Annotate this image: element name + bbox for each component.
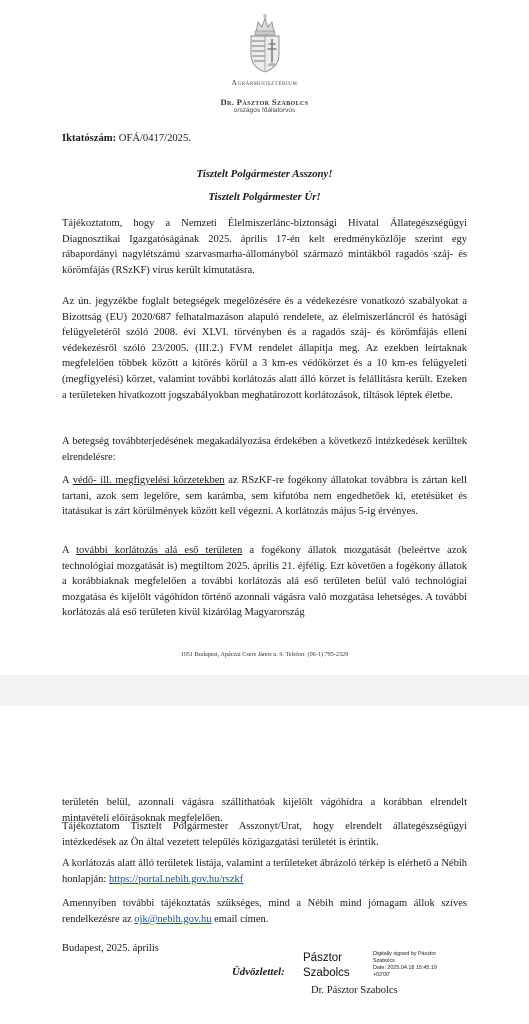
closing-date: Budapest, 2025. április bbox=[62, 943, 159, 954]
paragraph-continuation: területén belül, azonnali vágásra szállíthatóak kijelölt vágóhídra a korábban elrendelt mintavételi előírásoknak megfelelően. bbox=[62, 797, 467, 824]
paragraph-measures-intro: A betegség továbbterjedésének megakadályozása érdekében a következő intézkedések kerültek elrendelésre: bbox=[62, 436, 467, 463]
paragraph-mayor-notice: Tájékoztatom Tisztelt Polgármester Asszonyt/Urat, hogy elrendelt állategészségügyi intézkedések az Ön által vezetett település közigazgatási területét is érintik. bbox=[62, 821, 467, 848]
p5-text: a fogékony állatok mozgatását (beleértve azok technológiai mozgatását is) megtiltom 2025. április 21. éjfélig. Ezt követően a fogékony állatok a korábbiaknak megfelelően a további korlátozás alá eső területen belül való technológiai mozgatása és kijelölt vágóhídon történő azonnali vágásra való mozgatása lehetséges. A további korlátozás alá eső területen kívül kizárólag Magyarország bbox=[62, 545, 467, 619]
paragraph-further-restriction bbox=[62, 543, 467, 621]
digital-signature-line2: Szabolcs bbox=[373, 958, 395, 964]
p9-end: email címen. bbox=[211, 913, 269, 925]
p8-text: A korlátozás alatt álló területek listája, valamint a területeket ábrázoló térkép is elérhető a Nébih honlapján: bbox=[62, 858, 467, 885]
further-restriction-term: további korlátozás alá eső területen bbox=[76, 545, 243, 556]
p4-text: az RSzKF-re fogékony állatokat továbbra is zártan kell tartani, azok sem legelőre, sem karámba, sem kifutóba nem engedhetőek ki, etetésüket és itatásukat is zárt körülmények között kell végezni. A korlátozás május 5-ig érvényes. bbox=[62, 475, 467, 518]
signature-name-line1: Pásztor bbox=[303, 952, 342, 964]
nebih-rszkf-link[interactable]: https://portal.nebih.gov.hu/rszkf bbox=[108, 873, 244, 885]
hungarian-coat-of-arms-icon bbox=[244, 12, 286, 74]
footer-address: 1051 Budapest, Apáczai Csere János u. 9. Telefon: (06-1) 795-2329 bbox=[180, 651, 349, 658]
closing-greeting: Üdvözlettel: bbox=[232, 966, 285, 978]
p9-text: Amennyiben további tájékoztatás szükséges, mind a Nébih mind jómagam állok szíves rendelkezésre az bbox=[62, 898, 467, 925]
official-title: országos főállatorvos bbox=[233, 107, 296, 114]
p4-prefix: A bbox=[62, 475, 73, 486]
paragraph-detection: Tájékoztatom, hogy a Nemzeti Élelmiszerlánc-biztonsági Hivatal Állategészségügyi Diagnosztikai Igazgatóságának 2025. április 17-én kelt eredményközlője szerint egy rábapordányi nagylétszámú szarvasmarha-állományból származó mintákból ragadós száj- és körömfájás (RSzKF) vírus került kimutatásra. bbox=[62, 218, 467, 276]
salutation-first: Tisztelt Polgármester Asszony! bbox=[196, 168, 333, 180]
salutation-second: Tisztelt Polgármester Úr! bbox=[208, 191, 321, 203]
paragraph-protection-zones bbox=[62, 473, 467, 520]
reference-number: OFÁ/0417/2025. bbox=[118, 133, 191, 144]
signer-name: Dr. Pásztor Szabolcs bbox=[311, 985, 398, 996]
paragraph-contact bbox=[62, 896, 467, 927]
protection-zones-term: védő- ill. megfigyelési körzetekben bbox=[72, 475, 225, 486]
digital-signature-line1: Digitally signed by Pásztor bbox=[373, 951, 437, 957]
reference-label: Iktatószám: bbox=[62, 133, 117, 144]
reference-number-line bbox=[62, 133, 191, 144]
paragraph-legal-basis: Az ún. jegyzékbe foglalt betegségek megelőzésére és a védekezésre vonatkozó szabályokat a Bizottság (EU) 2020/687 felhatalmazáson alapuló rendelete, az élelmiszerláncról és hatósági felügyeletéről szóló 2008. évi XLVI. törvényben és a ragadós száj- és körömfájás elleni védekezésről szóló 23/2005. (III.2.) FVM rendelet állapítja meg. Az ezekben leírtaknak megfelelően többek között a kitörés körül a 3 km-es védőkörzet és a 10 km-es felügyeleti (megfigyelési) körzet, valamint további korlátozás alatt álló körzet is felállításra került. Ezeken a területeken hivatkozott jogszabályokban meghatározott korlátozások, tiltások léptek életbe. bbox=[62, 296, 467, 401]
digital-signature-date: Date: 2025.04.18 15:45:19 bbox=[373, 965, 437, 971]
paragraph-map-info bbox=[62, 856, 467, 887]
p5-prefix: A bbox=[62, 545, 77, 556]
contact-email-link[interactable]: ojk@nebih.gov.hu bbox=[134, 913, 212, 925]
signature-name-line2: Szabolcs bbox=[303, 967, 350, 979]
official-name: Dr. Pásztor Szabolcs bbox=[220, 97, 309, 107]
ministry-name: Agrárminisztérium bbox=[231, 78, 298, 87]
digital-signature-offset: +02'00' bbox=[373, 972, 391, 978]
